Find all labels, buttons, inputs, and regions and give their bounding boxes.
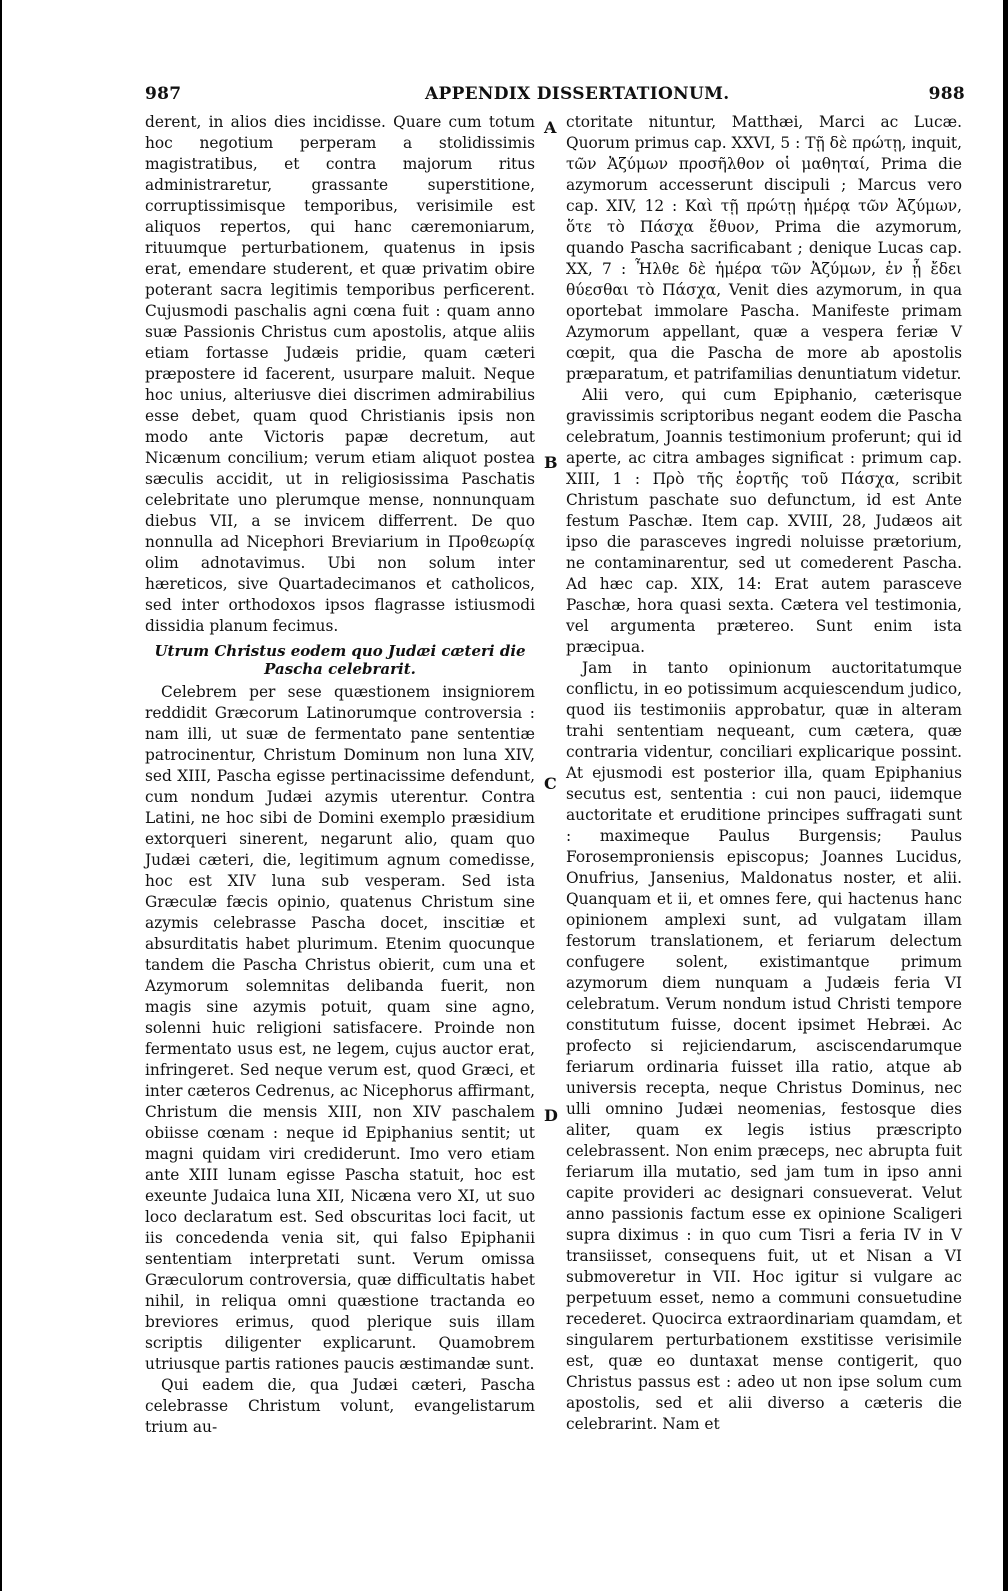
- running-head: APPENDIX DISSERTATIONUM.: [425, 84, 730, 104]
- left-paragraph-2: Celebrem per sese quæstionem insigniorem reddidit Græcorum Latinorumque controversia : nam illi, ut suæ de fermentato pane sententiæ patrocinentur, Christum Dominum non luna XIV, sed XIII, Pascha egisse pertinacissime defendunt, cum nondum Judæi azymis uterentur. Contra Latini, ne hoc sibi de Domini exemplo præsidium extorqueri sinerent, negarunt alio, quam quo Judæi cæteri, die, legitimum agnum comedisse, hoc est XIV luna sub vesperam. Sed ista Græculæ fæcis opinio, quatenus Christum sine azymis celebrasse Pascha docet, inscitiæ et absurditatis habet plurimum. Etenim quocunque tandem die Pascha Christus obierit, cum una et Azymorum solemnitas delibanda fuerit, non magis sine azymis potuit, quam sine agno, solenni huic religioni satisfacere. Proinde non fermentato usus est, ne legem, cujus auctor erat, infringeret. Sed neque verum est, quod Græci, et inter cæteros Cedrenus, ac Nicephorus affirmant, Christum die mensis XIII, non XIV paschalem obiisse cœnam : neque id Epiphanius sentit; ut magni quidam viri crediderunt. Imo vero etiam ante XIII lunam egisse Pascha statuit, hoc est exeunte Judaica luna XII, Nicæna vero XI, ut suo loco declaratum est. Sed obscuritas loci facit, ut iis concedenda venia sit, qui falso Epiphanii sententiam interpretati sunt. Verum omissa Græculorum controversia, quæ difficultatis habet nihil, in reliqua omni quæstione tractanda eo breviores erimus, quod plerique suis illam scriptis diligenter explicarunt. Quamobrem utriusque partis rationes paucis æstimandæ sunt.: [145, 683, 535, 1373]
- page-number-right: 988: [928, 84, 965, 104]
- right-column: [566, 112, 962, 1435]
- right-edge-border: [1003, 0, 1008, 1591]
- margin-letter-c: C: [544, 774, 557, 793]
- left-paragraph-1: derent, in alios dies incidisse. Quare cum totum hoc negotium perperam a stolidissimis magistratibus, et contra majorum ritus administraretur, grassante superstitione, corruptissimisque temporibus, verisimile est aliquos repertos, qui hanc cæremoniarum, rituumque perturbationem, quatenus in ipsis erat, emendare studerent, et quæ privatim obire poterant sacra legitimis temporibus perficerent. Cujusmodi paschalis agni cœna fuit : quam anno suæ Passionis Christus cum apostolis, atque aliis etiam fortasse Judæis pridie, quam cæteri præpostere id facerent, usurpare maluit. Neque hoc unius, alteriusve diei discrimen admirabilius esse debet, quam quod Christianis ipsis non modo ante Victoris papæ decretum, aut Nicænum concilium; verum etiam aliquot postea sæculis accidit, ut in religiosissima Paschatis celebritate uno plerumque mense, nonnunquam diebus VII, a se invicem differrent. De quo nonnulla ad Nicephori Breviarium in Προθεωρίᾳ olim adnotavimus. Ubi non solum inter hæreticos, sive Quartadecimanos et catholicos, sed inter orthodoxos ipsos flagrasse istiusmodi dissidia planum fecimus.: [145, 113, 535, 635]
- section-heading: Utrum Christus eodem quo Judæi cæteri die Pascha celebrarit.: [154, 642, 526, 678]
- margin-letter-d: D: [544, 1106, 558, 1125]
- margin-letter-b: B: [544, 453, 558, 472]
- page-number-left: 987: [145, 84, 182, 104]
- left-column: [145, 112, 535, 1438]
- right-paragraph-3: Jam in tanto opinionum auctoritatumque conflictu, in eo potissimum acquiescendum judico, quod iis testimoniis approbatur, quæ in alteram trahi sententiam nequeant, cum cætera, quæ contraria videntur, conciliari explicarique possint. At ejusmodi est posterior illa, quam Epiphanius secutus est, sententia : cui non pauci, iidemque auctoritate et eruditione principes suffragati sunt : maximeque Paulus Burgensis; Paulus Forosemproniensis episcopus; Joannes Lucidus, Onufrius, Jansenius, Maldonatus noster, et alii. Quanquam et ii, et omnes fere, qui hactenus hanc opinionem amplexi sunt, ad vulgatam illam festorum translationem, et feriarum delectum confugere solent, existimantque primum azymorum diem nunquam a Judæis feria VI celebratum. Verum nondum istud Christi tempore constitutum fuisse, docent ipsimet Hebræi. Ac profecto si rejiciendarum, asciscendarumque feriarum ordinaria fuisset illa ratio, atque ab universis recepta, neque Christus Dominus, nec ulli omnino Judæi neomenias, festosque dies aliter, quam ex legis istius præscripto celebrassent. Non enim præceps, nec abrupta fuit feriarum illa mutatio, sed jam tum in ipso anni capite provideri ac designari consueverat. Velut anno passionis factum esse ex opinione Scaligeri supra diximus : in quo cum Tisri a feria IV in V transiisset, consequens fuit, ut et Nisan a VI submoveretur in VII. Hoc igitur si vulgare ac perpetuum esset, nemo a communi consuetudine recederet. Quocirca extraordinariam quamdam, et singularem perturbationem exstitisse verisimile est, quæ eo duntaxat mense contigerit, quo Christus passus est : adeo ut non ipse solum cum apostolis, sed et alii diverso a cæteris die celebrarint. Nam et: [566, 659, 962, 1433]
- left-paragraph-3: Qui eadem die, qua Judæi cæteri, Pascha celebrasse Christum volunt, evangelistarum trium au-: [145, 1376, 535, 1436]
- right-paragraph-1: ctoritate nituntur, Matthæi, Marci ac Lucæ. Quorum primus cap. XXVI, 5 : Τῇ δὲ πρώτῃ, inquit, τῶν Ἀζύμων προσῆλθον οἱ μαθηταί, Prima die azymorum accesserunt discipuli ; Marcus vero cap. XIV, 12 : Καὶ τῇ πρώτῃ ἡμέρᾳ τῶν Ἀζύμων, ὅτε τὸ Πάσχα ἔθυον, Prima die azymorum, quando Pascha sacrificabant ; denique Lucas cap. XX, 7 : Ἦλθε δὲ ἡμέρα τῶν Ἀζύμων, ἐν ᾗ ἔδει θύεσθαι τὸ Πάσχα, Venit dies azymorum, in qua oportebat immolare Pascha. Manifeste primam Azymorum appellant, quæ a vespera feriæ V cœpit, qua die Pascha de more ab apostolis præparatum, et patrifamilias denuntiatum videtur.: [566, 113, 962, 383]
- margin-letter-a: A: [544, 118, 557, 137]
- right-paragraph-2: Alii vero, qui cum Epiphanio, cæterisque gravissimis scriptoribus negant eodem die Pascha celebratum, Joannis testimonium proferunt; qui id aperte, ac citra ambages significat : primum cap. XIII, 1 : Πρὸ τῆς ἑορτῆς τοῦ Πάσχα, scribit Christum paschate suo defunctum, id est Ante festum Paschæ. Item cap. XVIII, 28, Judæos ait ipso die parasceves ingredi noluisse prætorium, ne contaminarentur, sed ut comederent Pascha. Ad hæc cap. XIX, 14: Erat autem parasceve Paschæ, hora quasi sexta. Cætera vel testimonia, vel argumenta prætereo. Sunt enim ista præcipua.: [566, 386, 962, 656]
- page-header: [145, 84, 965, 108]
- left-edge-shadow: [0, 0, 2, 1591]
